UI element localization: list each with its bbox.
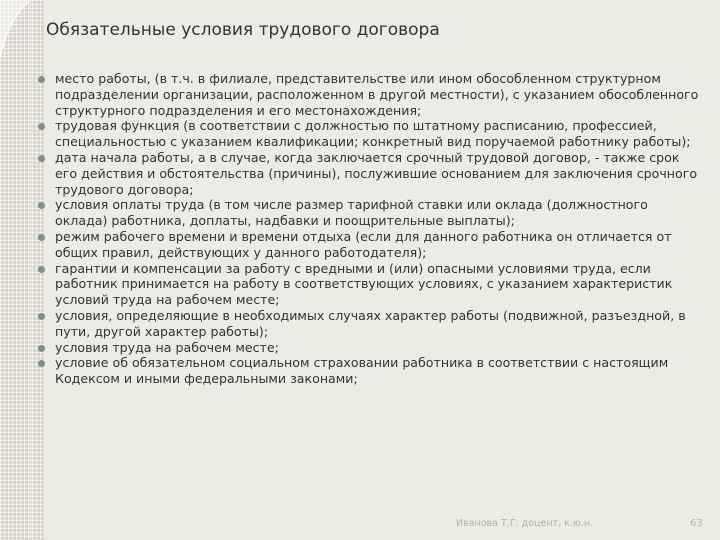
slide-title: Обязательные условия трудового договора <box>46 20 440 40</box>
list-item-text: условие об обязательном социальном страховании работника в соответствии с настоящим Кодексом и иными федеральными законами; <box>55 355 669 387</box>
bullet-icon <box>38 76 45 83</box>
bullet-icon <box>38 313 45 320</box>
list-item-text: трудовая функция (в соответствии с должностью по штатному расписанию, профессией, специальностью с указанием квалификации; конкретный вид поручаемой работнику работы); <box>55 118 691 150</box>
bullet-icon <box>38 234 45 241</box>
bullet-icon <box>38 266 45 273</box>
bullet-icon <box>38 360 45 367</box>
list-item-text: условия труда на рабочем месте; <box>55 339 279 355</box>
list-item <box>38 340 700 356</box>
list-item-text: дата начала работы, а в случае, когда заключается срочный трудовой договор, - также срок его действия и обстоятельства (причины), послужившие основанием для заключения срочного трудового договора; <box>55 149 698 197</box>
list-item-text: условия, определяющие в необходимых случаях характер работы (подвижной, разъездной, в пути, другой характер работы); <box>55 307 686 339</box>
list-item <box>38 261 700 308</box>
list-item <box>38 118 700 150</box>
bullet-icon <box>38 345 45 352</box>
bullet-icon <box>38 155 45 162</box>
list-item-text: гарантии и компенсации за работу с вредными и (или) опасными условиями труда, если работник принимается на работу в соответствующих условиях, с указанием характеристик условий труда на рабочем месте; <box>55 260 673 308</box>
page-number: 63 <box>690 518 703 529</box>
list-item <box>38 71 700 118</box>
list-item <box>38 355 700 387</box>
list-item <box>38 308 700 340</box>
list-item-text: условия оплаты труда (в том числе размер тарифной ставки или оклада (должностного оклада) работника, доплаты, надбавки и поощрительные выплаты); <box>55 197 648 229</box>
page-curl-decoration <box>0 0 34 60</box>
list-item <box>38 197 700 229</box>
decorative-page-edge <box>30 0 31 540</box>
list-item <box>38 150 700 197</box>
bullet-icon <box>38 202 45 209</box>
bullet-icon <box>38 123 45 130</box>
list-item-text: режим рабочего времени и времени отдыха (если для данного работника он отличается от общих правил, действующих у данного работодателя); <box>55 228 672 260</box>
footer-author: Иванова Т.Г. доцент, к.ю.н. <box>456 518 594 529</box>
conditions-list <box>38 71 700 387</box>
list-item <box>38 229 700 261</box>
list-item-text: место работы, (в т.ч. в филиале, представительстве или ином обособленном структурном подразделении организации, расположенном в другой местности), с указанием обособленного структурного подразделения и его местонахождения; <box>55 71 699 118</box>
